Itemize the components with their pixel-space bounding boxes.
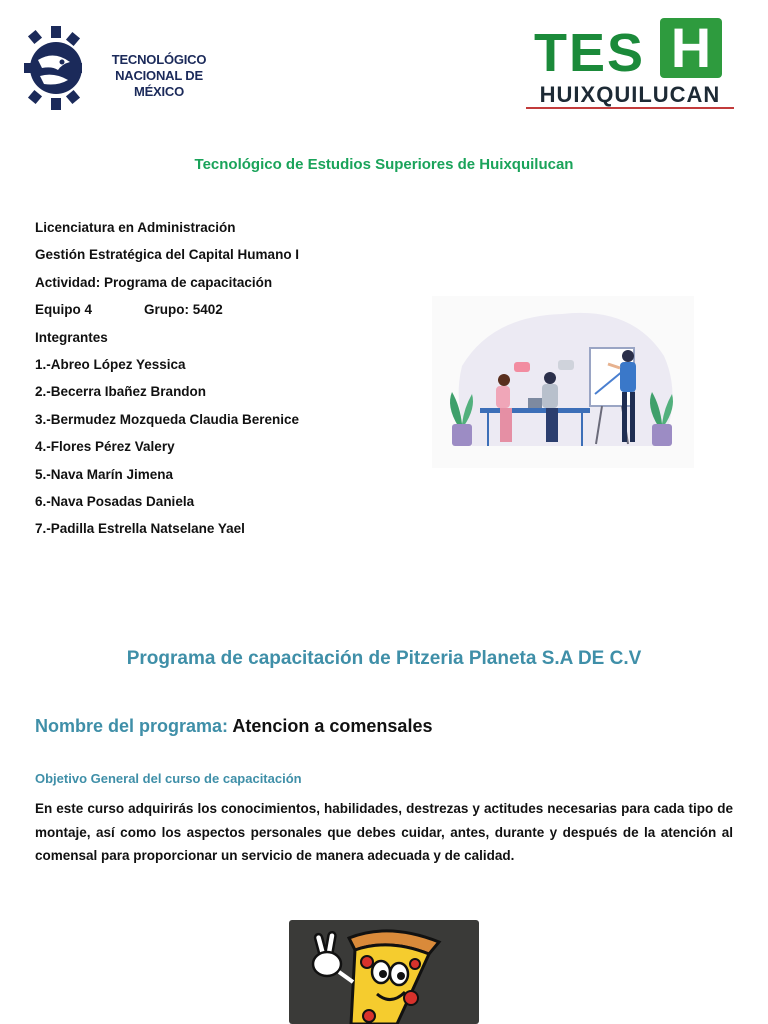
member-item: 3.-Bermudez Mozqueda Claudia Berenice (35, 411, 300, 427)
info-block (35, 214, 395, 543)
activity-line: Actividad: Programa de capacitación (35, 274, 273, 290)
objective-title: Objetivo General del curso de capacitación (35, 771, 302, 786)
member-item: 1.-Abreo López Yessica (35, 356, 186, 372)
tesh-logo-subtitle: HUIXQUILUCAN (539, 82, 721, 107)
institution-title: Tecnológico de Estudios Superiores de Huixquilucan (194, 156, 574, 173)
tesh-logo-h-box (660, 18, 722, 78)
tesh-logo-underline (526, 107, 734, 109)
member-item: 5.-Nava Marín Jimena (35, 466, 174, 482)
member-item: 7.-Padilla Estrella Natselane Yael (35, 521, 245, 537)
member-item: 4.-Flores Pérez Valery (35, 439, 175, 455)
tecnm-logo (24, 22, 224, 114)
tesh-logo (526, 16, 734, 112)
program-title: Programa de capacitación de Pitzeria Planeta S.A DE C.V (126, 648, 642, 669)
tecnm-logo-line-1: TECNOLÓGICO (111, 52, 207, 67)
program-name-value: Atencion a comensales (232, 716, 433, 736)
tecnm-gear-icon (24, 22, 84, 114)
objective-text: En este curso adquirirás los conocimientos, habilidades, destrezas y actitudes necesarias para cada tipo de montaje, así como los aspectos personales que debes cuidar, antes, durante y después de la atención al comensal para proporcionar un servicio de manera adecuada y de calidad. (35, 801, 733, 863)
tesh-logo-letter: H (670, 16, 712, 79)
program-name-label: Nombre del programa: (35, 716, 229, 736)
tecnm-logo-text (94, 52, 224, 100)
team-label: Equipo 4 (35, 302, 92, 318)
members-heading: Integrantes (35, 329, 108, 345)
subject-line: Gestión Estratégica del Capital Humano I (35, 247, 300, 263)
program-name-line (35, 716, 432, 737)
group-label: Grupo: 5402 (144, 302, 223, 318)
training-meeting-illustration (432, 296, 694, 468)
career-line: Licenciatura en Administración (35, 220, 236, 235)
team-group-line (35, 296, 395, 323)
tecnm-logo-line-2: NACIONAL DE MÉXICO (115, 68, 203, 99)
pizza-mascot-image (289, 920, 479, 1024)
pizza-mascot-icon (289, 920, 479, 1024)
member-item: 2.-Becerra Ibañez Brandon (35, 384, 207, 400)
member-item: 6.-Nava Posadas Daniela (35, 493, 195, 509)
tesh-logo-word: TES (534, 23, 646, 83)
